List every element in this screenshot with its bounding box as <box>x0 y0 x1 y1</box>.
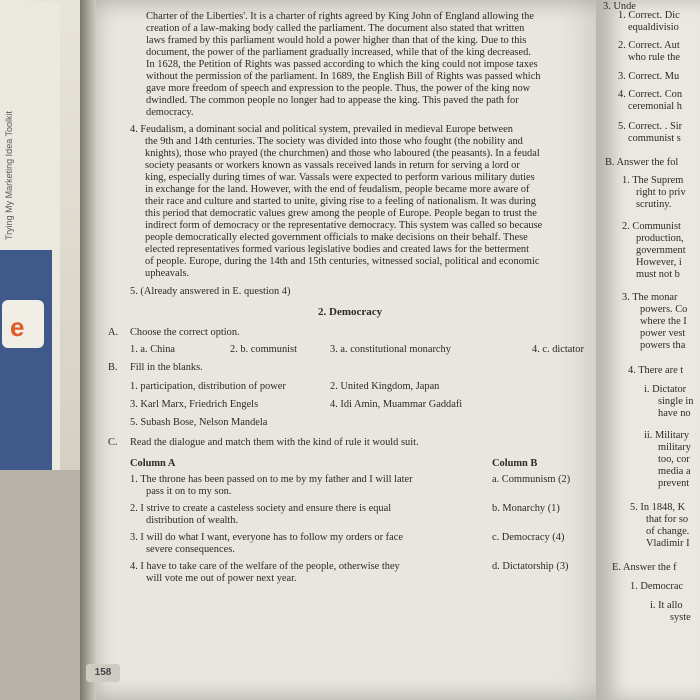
text-line: dwindled. The common people no longer had to appease the king. This paved the path for <box>146 95 519 106</box>
match-b-item: b. Monarchy (1) <box>492 503 560 514</box>
column-b-header: Column B <box>492 458 538 469</box>
text-line: government <box>636 245 686 256</box>
text-line: production, <box>636 233 684 244</box>
text-line: gave more freedom of speech and expression to the people. Thus, the power of the king now <box>146 83 531 94</box>
match-a-line: 2. I strive to create a casteless society and ensure there is equal <box>130 503 392 514</box>
text-line: power vest <box>640 328 686 339</box>
text-line: who rule the <box>628 52 680 63</box>
section-c-letter: C. <box>108 437 118 448</box>
text-line: military <box>658 442 691 453</box>
text-line: In 1628, the Petition of Rights was passed according to which the king could not impose taxes <box>146 59 538 70</box>
match-b-item: d. Dictatorship (3) <box>492 561 569 572</box>
section-b-letter: B. <box>108 362 118 373</box>
match-a-line: 1. The throne has been passed on to me by my father and I will later <box>130 474 413 485</box>
text-line: E. Answer the f <box>612 562 677 573</box>
text-line: of change. <box>646 526 690 537</box>
match-a-line: will vote me out of power next year. <box>146 573 297 584</box>
text-line: prevent <box>658 478 690 489</box>
text-line: i. It allo <box>650 600 683 611</box>
text-line: media a <box>658 466 691 477</box>
section-b-prompt: Fill in the blanks. <box>130 362 203 373</box>
option-a-1: 1. a. China <box>130 344 176 355</box>
text-line: 2. Communist <box>622 221 681 232</box>
text-line: 1. Democrac <box>630 581 684 592</box>
text-line: in exchange for the land. However, with the end of feudalism, people became more aware of <box>145 184 530 195</box>
option-a-2: 2. b. communist <box>230 344 297 355</box>
page-gutter <box>80 0 96 700</box>
text-line: 1. The Suprem <box>622 175 684 186</box>
section-c-prompt: Read the dialogue and match them with the kind of rule it would suit. <box>130 437 419 448</box>
text-line: B. Answer the fol <box>605 157 679 168</box>
match-b-item: c. Democracy (4) <box>492 532 565 543</box>
text-line: Vladimir I <box>646 538 690 549</box>
match-a-line: distribution of wealth. <box>146 515 239 526</box>
blank-answer-4: 4. Idi Amin, Muammar Gaddafi <box>330 399 463 410</box>
section-title: 2. Democracy <box>318 306 383 318</box>
text-line: their race and culture and started to unite, giving rise to a feeling of nationalism. It was during <box>145 196 536 207</box>
text-line: must not b <box>636 269 680 280</box>
text-line: 1. Correct. Dic <box>618 10 680 21</box>
text-line: 5. In 1848, K <box>630 502 686 513</box>
text-line: right to priv <box>636 187 686 198</box>
section-a-letter: A. <box>108 327 119 338</box>
option-a-4: 4. c. dictator <box>532 344 584 355</box>
text-line: powers tha <box>640 340 686 351</box>
text-line: 3. Unde <box>603 1 636 12</box>
text-line: laws framed by this parliament would hold a power higher than that of the king. Due to this <box>146 35 527 46</box>
text-line: without the permission of the parliament. In 1689, the English Bill of Rights was passed which <box>146 71 541 82</box>
text-line: too, cor <box>658 454 690 465</box>
blank-answer-1: 1. participation, distribution of power <box>130 381 286 392</box>
text-line: communist s <box>628 133 681 144</box>
text-line: of people. Europe, during the 14th and 15th centuries, witnessed social, political and economic <box>145 256 540 267</box>
desk-shadow-area <box>0 470 92 700</box>
match-b-item: a. Communism (2) <box>492 474 571 485</box>
text-line: elected representatives formed various legislative bodies and created laws for the betterment <box>145 244 530 255</box>
match-a-line: 4. I have to take care of the welfare of the people, otherwise they <box>130 561 400 572</box>
book-logo: e <box>10 312 25 342</box>
text-line: However, i <box>636 257 682 268</box>
text-line: 3. Correct. Mu <box>618 71 680 82</box>
book-spine-text: Trying My Marketing Idea Toolkit <box>4 110 14 240</box>
option-a-3: 3. a. constitutional monarchy <box>330 344 451 355</box>
text-line: upheavals. <box>145 268 190 279</box>
text-line: 3. The monar <box>622 292 678 303</box>
text-line: 2. Correct. Aut <box>618 40 680 51</box>
text-line: creation of a law-making body called the parliament. The document also stated that written <box>146 23 525 34</box>
blank-answer-5: 5. Subash Bose, Nelson Mandela <box>130 417 268 428</box>
text-line: people democratically elected government officials to make decisions on their behalf. These <box>145 232 528 243</box>
text-line: powers. Co <box>640 304 688 315</box>
text-line: society peasants or workers known as vassals received lands in return for serving a lord or <box>145 160 520 171</box>
text-line: equaldivisio <box>628 22 679 33</box>
text-line: where the I <box>640 316 687 327</box>
text-line: i. Dictator <box>644 384 687 395</box>
text-line: ceremonial h <box>628 101 682 112</box>
text-line: king, especially during times of war. Vassals were expected to perform various military duties <box>145 172 535 183</box>
text-line: single in <box>658 396 694 407</box>
text-line: Charter of the Liberties'. It is a charter of rights agreed by King John of England allowing the <box>146 11 534 22</box>
answer-item-5: 5. (Already answered in E. question 4) <box>130 286 291 297</box>
text-line: ii. Military <box>644 430 690 441</box>
text-line: 4. Feudalism, a dominant social and political system, prevailed in medieval Europe between <box>130 124 513 135</box>
section-a-prompt: Choose the correct option. <box>130 327 240 338</box>
text-line: democracy. <box>146 107 194 118</box>
text-line: syste <box>670 612 691 623</box>
text-line: indirect form of democracy or the representative democracy. This system was called so because <box>145 220 543 231</box>
text-line: 4. There are t <box>628 365 684 376</box>
match-a-line: pass it on to my son. <box>146 486 232 497</box>
text-line: knights), those who prayed (the churchmen) and those who laboured (the peasants). In a feudal <box>145 148 540 159</box>
blue-book <box>0 250 52 470</box>
blank-answer-3: 3. Karl Marx, Friedrich Engels <box>130 399 259 410</box>
text-line: document, the power of the parliament gradually increased, while that of the king decreased. <box>146 47 531 58</box>
text-line: that for so <box>646 514 689 525</box>
text-line: 4. Correct. Con <box>618 89 683 100</box>
text-line: 5. Correct. . Sir <box>618 121 683 132</box>
column-a-header: Column A <box>130 458 176 469</box>
text-line: this period that democratic values grew among the people of Europe. People began to trust the <box>145 208 537 219</box>
match-a-line: severe consequences. <box>146 544 235 555</box>
page-number: 158 <box>86 664 120 682</box>
text-line: have no <box>658 408 691 419</box>
text-line: scrutiny. <box>636 199 672 210</box>
text-line: the 9th and 14th centuries. The society was divided into those who fought (the nobility and <box>145 136 523 147</box>
left-book-stack <box>0 0 92 700</box>
blank-answer-2: 2. United Kingdom, Japan <box>330 381 440 392</box>
match-a-line: 3. I will do what I want, everyone has to follow my orders or face <box>130 532 403 543</box>
